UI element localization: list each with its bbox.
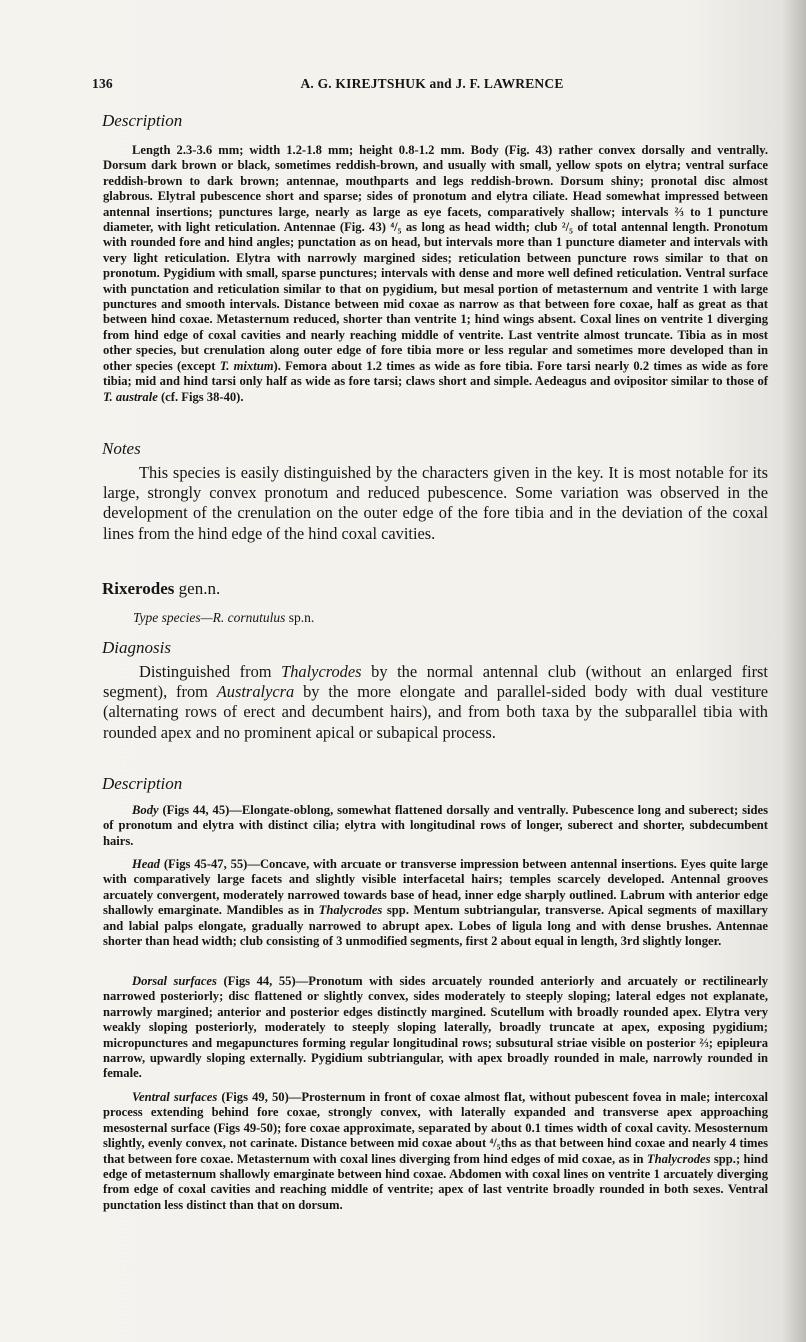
head-text: (Figs 45-47, 55)—Concave, with arcuate or transverse impression between antennal insertions. Eyes quite large with comparatively large facets and slightly visible interfacetal hairs; temples scarcely developed. Antennal grooves arcuately convergent, moderately narrowed towards base of head, inner edge sharply outlined. Labrum with anterior edge shallowly emarginate. Mandibles as in [103,857,768,918]
diagnosis-text: Distinguished from [139,662,272,681]
genus-name: Australycra [216,682,295,702]
diagnosis-heading: Diagnosis [102,638,171,657]
description-text: ). Femora about 1.2 times as wide as fore tibia. Fore tarsi nearly 0.2 times as wide as fore tibia; mid and hind tarsi only half as wide as fore tarsi; claws short and simple. Aedeagus and ovipositor similar to those of [103,358,768,389]
diagnosis-paragraph [103,662,768,743]
notes-text: This species is easily distinguished by the characters given in the key. It is most notable for its large, strongly convex pronotum and reduced pubescence. Some variation was observed in the development of the crenulation on the outer edge of the fore tibia and in the deviation of the coxal lines from the hind edge of the hind coxal cavities. [103,463,768,543]
description-paragraph [103,143,768,405]
description-text: (cf. Figs 38-40). [160,389,244,404]
diagnosis-text: by the normal antennal club (without an enlarged first segment), from [103,662,768,702]
body-paragraph [103,803,768,849]
type-species-label: Type species—R. cornutulus [133,610,286,625]
type-species-suffix: sp.n. [288,610,315,625]
notes-paragraph [103,463,768,544]
page-number: 136 [92,76,113,91]
subsection-label: Dorsal surfaces [132,974,217,988]
species-name: T. mixtum [219,358,274,373]
dorsal-paragraph [103,974,768,1082]
subsection-label: Body [132,803,159,817]
ventral-text: (Figs 49, 50)—Prosternum in front of coxae almost flat, without pubescent fovea in male; intercoxal process extending behind fore coxae, strongly convex, with laterally expanded and transverse apex approaching mesosternal surface (Figs 49-50); fore coxae approximate, separated by about 0.1 times width of coxal cavity. Mesosternum slightly, evenly convex, not carinate. Distance between mid coxae about ⁴/₅ths as that between hind coxae and nearly 4 times that between fore coxae. Metasternum with coxal lines diverging from hind edges of mid coxae, as in [103,1090,769,1166]
genus-name: Rixerodes [102,579,175,598]
ventral-paragraph [103,1090,768,1213]
diagnosis-text: by the more elongate and parallel-sided body with dual vestiture (alternating rows of erect and decumbent hairs), and from both taxa by the subparallel tibia with rounded apex and no prominent apical or subapical process. [103,682,768,742]
running-head: A. G. KIREJTSHUK and J. F. LAWRENCE [300,76,564,91]
genus-name: Thalycrodes [318,903,383,918]
notes-heading: Notes [102,439,141,458]
genus-heading [102,579,220,599]
subsection-label: Ventral surfaces [132,1090,218,1104]
dorsal-text: (Figs 44, 55)—Pronotum with sides arcuately rounded anteriorly and arcuately or rectilinearly narrowed posteriorly; disc flattened or slightly convex, sides moderately to steeply sloping; lateral edges not explanate, narrowly margined; anterior and posterior edges distinctly margined. Scutellum with broadly rounded apex. Elytra very weakly sloping posteriorly, moderately to steeply sloping laterally, broadly truncate at apex, exposing pygidium; micropunctures and megapunctures forming regular longitudinal rows; subsutural striae visible on posterior ⅔; epipleura narrow, upwardly sloping externally. Pygidium subtriangular, with apex broadly rounded in male, narrowly rounded in female. [103,974,769,1081]
body-text: (Figs 44, 45)—Elongate-oblong, somewhat flattened dorsally and ventrally. Pubescence long and suberect; sides of pronotum and elytra with distinct cilia; elytra with longitudinal rows of longer, suberect and shorter, subdecumbent hairs. [103,803,768,848]
subsection-label: Head [132,857,160,871]
genus-name: Thalycrodes [281,662,362,681]
species-name: T. australe [103,389,158,404]
ventral-text: spp.; hind edge of metasternum shallowly emarginate between hind coxae. Abdomen with coxal lines on ventrite 1 arcuately diverging from edge of coxal cavities and reaching middle of ventrite; apex of last ventrite broadly rounded in both sexes. Ventral punctation less distinct than that on dorsum. [103,1151,768,1212]
type-species [133,610,314,626]
description-heading: Description [102,111,183,130]
genus-name: Thalycrodes [646,1151,711,1166]
running-header [92,76,772,94]
head-text: spp. Mentum subtriangular, transverse. Apical segments of maxillary and labial palps elongate, gradually narrowed to abrupt apex. Lobes of ligula long and with dense brushes. Antennae shorter than head width; club consisting of 3 unmodified segments, first 2 about equal in length, 3rd slightly longer. [103,903,768,949]
head-paragraph [103,857,768,949]
genus-suffix: gen.n. [178,579,221,598]
description-heading: Description [102,774,183,793]
description-text: Length 2.3-3.6 mm; width 1.2-1.8 mm; height 0.8-1.2 mm. Body (Fig. 43) rather convex dorsally and ventrally. Dorsum dark brown or black, sometimes reddish-brown, and usually with small, yellow spots on elytra; ventral surface reddish-brown to dark brown; antennae, mouthparts and legs reddish-brown. Dorsum shiny; pronotal disc almost glabrous. Elytral pubescence short and sparse; sides of pronotum and elytra ciliate. Head somewhat impressed between antennal insertions; punctures large, nearly as large as eye facets, comparatively shallow; intervals ⅔ to 1 puncture diameter, with light reticulation. Antennae (Fig. 43) ⁴/₅ as long as head width; club ²/₅ of total antennal length. Pronotum with rounded fore and hind angles; punctation as on head, but intervals more than 1 puncture diameter and intervals with very light reticulation. Elytra with narrowly margined sides; reticulation between puncture rows similar to that on pronotum. Pygidium with small, sparse punctures; intervals with dense and more well defined reticulation. Ventral surface with punctation and reticulation similar to that on pygidium, but mesal portion of metasternum and ventrite 1 with large punctures and smooth intervals. Distance between mid coxae as narrow as that between fore coxae, half as great as that between hind coxae. Metasternum reduced, shorter than ventrite 1; hind wings absent. Coxal lines on ventrite 1 diverging from hind edge of coxal cavities and nearly reaching middle of ventrite. Last ventrite almost truncate. Tibia as in most other species, but crenulation along outer edge of fore tibia more or less regular and sometimes more developed than in other species (except [103,143,768,373]
